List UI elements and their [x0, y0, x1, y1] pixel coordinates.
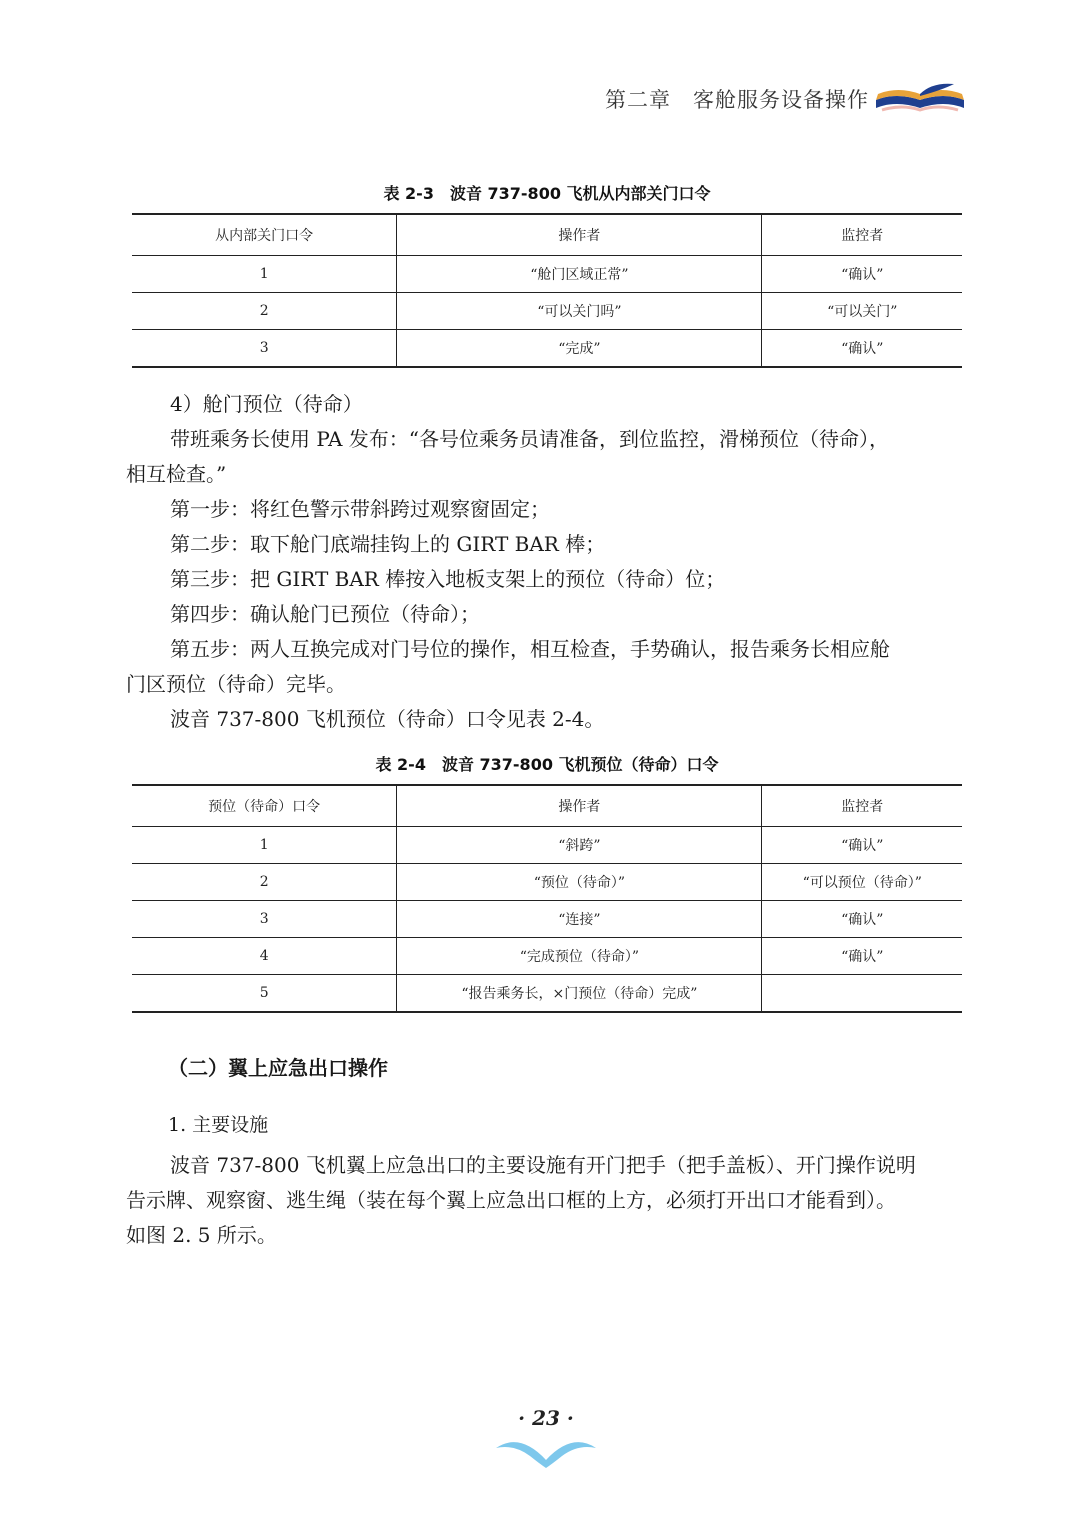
table-cell: “完成预位（待命）”: [397, 938, 762, 975]
arming-procedure-text: [126, 387, 972, 737]
paragraph-line: 波音 737-800 飞机翼上应急出口的主要设施有开门把手（把手盖板）、开门操作说明: [170, 1153, 916, 1177]
table-cell: 2: [132, 864, 397, 901]
table-cell: “可以关门吗”: [397, 293, 762, 330]
paragraph-line: 带班乘务长使用 PA 发布：“各号位乘务员请准备，到位监控，滑梯预位（待命），: [170, 427, 890, 451]
table-cell: 3: [132, 330, 397, 368]
table-row: [132, 293, 962, 330]
step-line: 第一步：将红色警示带斜跨过观察窗固定；: [170, 497, 550, 521]
step-line: 门区预位（待命）完毕。: [126, 672, 346, 696]
subsection-heading: 4）舱门预位（待命）: [170, 392, 363, 416]
table-cell: “连接”: [397, 901, 762, 938]
column-header: 从内部关门口令: [132, 214, 397, 256]
table-cell: “确认”: [762, 901, 962, 938]
subsection-heading: 1. 主要设施: [168, 1114, 269, 1136]
table-cell: “完成”: [397, 330, 762, 368]
table-cell: 1: [132, 256, 397, 293]
table-cell: “舱门区域正常”: [397, 256, 762, 293]
chapter-title: 第二章 客舱服务设备操作: [605, 88, 869, 112]
page-number: · 23 ·: [518, 1406, 574, 1430]
table-cell: 3: [132, 901, 397, 938]
table-caption: 表 2-4 波音 737-800 飞机预位（待命）口令: [375, 755, 719, 774]
table-cell: 1: [132, 827, 397, 864]
table-row: [132, 330, 962, 368]
step-line: 第四步：确认舱门已预位（待命）；: [170, 602, 480, 626]
table-caption: 表 2-3 波音 737-800 飞机从内部关门口令: [383, 184, 711, 203]
overwing-exit-text: [126, 1148, 972, 1253]
table-cell: “确认”: [762, 330, 962, 368]
step-line: 第三步：把 GIRT BAR 棒按入地板支架上的预位（待命）位；: [170, 567, 726, 591]
column-header: 监控者: [762, 214, 962, 256]
running-header: [560, 76, 980, 120]
table-cell: “可以关门”: [762, 293, 962, 330]
column-header: 操作者: [397, 214, 762, 256]
table-cell: “确认”: [762, 938, 962, 975]
table-cell: “可以预位（待命）”: [762, 864, 962, 901]
arm-command-table: [132, 784, 962, 1013]
table-cell: [762, 975, 962, 1013]
table-cell: “确认”: [762, 827, 962, 864]
table-cell: 2: [132, 293, 397, 330]
step-line: 第二步：取下舱门底端挂钩上的 GIRT BAR 棒；: [170, 532, 606, 556]
column-header: 预位（待命）口令: [132, 785, 397, 827]
table-reference: 波音 737-800 飞机预位（待命）口令见表 2-4。: [170, 707, 605, 731]
paragraph-line: 告示牌、观察窗、逃生绳（装在每个翼上应急出口框的上方，必须打开出口才能看到）。: [126, 1188, 896, 1212]
column-header: 监控者: [762, 785, 962, 827]
table-cell: “斜跨”: [397, 827, 762, 864]
table-row: [132, 975, 962, 1013]
page-footer: [486, 1404, 606, 1474]
table-row: [132, 827, 962, 864]
column-header: 操作者: [397, 785, 762, 827]
table-cell: “确认”: [762, 256, 962, 293]
table-cell: “预位（待命）”: [397, 864, 762, 901]
table-row: [132, 256, 962, 293]
table-row: [132, 938, 962, 975]
paragraph-line: 如图 2. 5 所示。: [126, 1223, 277, 1247]
table-cell: 4: [132, 938, 397, 975]
section-heading: （二）翼上应急出口操作: [168, 1056, 388, 1080]
table-cell: 5: [132, 975, 397, 1013]
table-row: [132, 864, 962, 901]
open-book-icon: [872, 78, 968, 116]
wave-ornament-icon: [494, 1434, 598, 1470]
step-line: 第五步：两人互换完成对门号位的操作，相互检查，手势确认，报告乘务长相应舱: [170, 637, 890, 661]
table-cell: “报告乘务长，×门预位（待命）完成”: [397, 975, 762, 1013]
table-row: [132, 901, 962, 938]
paragraph-line: 相互检查。”: [126, 462, 227, 486]
close-door-command-table: [132, 213, 962, 368]
